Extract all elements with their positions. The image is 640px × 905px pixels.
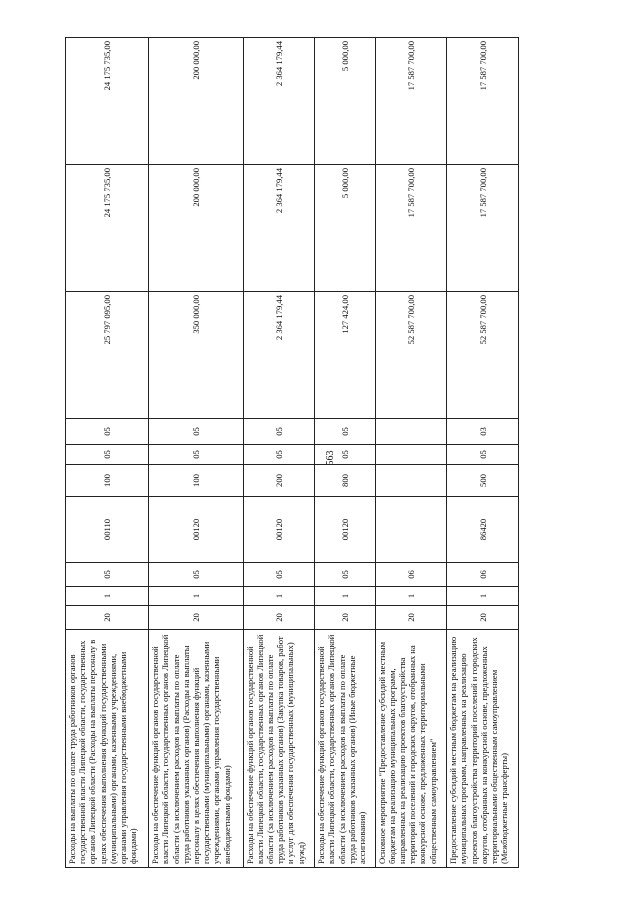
page-number: 563 bbox=[324, 450, 336, 466]
row-code-c2: 1 bbox=[315, 587, 375, 606]
row-code-c2: 1 bbox=[66, 587, 149, 606]
row-code-c6 bbox=[375, 445, 447, 465]
table-row bbox=[66, 38, 149, 868]
row-amount3: 24 175 735,00 bbox=[66, 38, 149, 165]
budget-table bbox=[65, 37, 519, 868]
table-row bbox=[149, 38, 243, 868]
row-code-c1: 20 bbox=[243, 606, 315, 630]
row-code-c6: 05 bbox=[315, 445, 375, 465]
row-code-c5: 100 bbox=[149, 465, 243, 497]
row-amount1: 2 364 179,44 bbox=[243, 292, 315, 419]
row-code-c2: 1 bbox=[243, 587, 315, 606]
row-code-c2: 1 bbox=[447, 587, 519, 606]
row-code-c5: 200 bbox=[243, 465, 315, 497]
row-amount1: 25 797 095,00 bbox=[66, 292, 149, 419]
row-code-c5: 100 bbox=[66, 465, 149, 497]
row-code-c3: 06 bbox=[375, 563, 447, 587]
row-description: Основное мероприятие "Предоставление субсидий местным бюджетам на реализацию муниципальных программ, направленных на реализацию проектов благоустройства территорий поселений и городских округов, отобранных на конкурсной основе, предложенных территориальными общественным самоуправлением" bbox=[375, 630, 447, 868]
row-description: Предоставление субсидий местным бюджетам на реализацию муниципальных программ, направленных на реализацию проектов благоустройства территорий поселений и городских округов, отобранных на конкурсной основе, предложенных территориальными общественным самоуправлением (Межбюджетные трансферты) bbox=[447, 630, 519, 868]
row-description: Расходы на выплаты по оплате труда работников органов государственной власти Липецкой области, государственных органов Липецкой области (Расходы на выплаты персоналу в целях обеспечения выполнения функций государственными (муниципальными) органами, казенными учреждениями, органами управления государственными внебюджетными фондами) bbox=[66, 630, 149, 868]
row-amount3: 200 000,00 bbox=[149, 38, 243, 165]
row-code-c5 bbox=[375, 465, 447, 497]
row-code-c3: 05 bbox=[243, 563, 315, 587]
row-amount2: 5 000,00 bbox=[315, 165, 375, 292]
row-code-c3: 05 bbox=[315, 563, 375, 587]
row-code-c2: 1 bbox=[375, 587, 447, 606]
row-code-c7 bbox=[375, 419, 447, 445]
row-code-c1: 20 bbox=[375, 606, 447, 630]
row-code-c4 bbox=[375, 497, 447, 563]
row-amount2: 200 000,00 bbox=[149, 165, 243, 292]
row-code-c3: 05 bbox=[149, 563, 243, 587]
row-amount3: 17 587 700,00 bbox=[447, 38, 519, 165]
row-code-c1: 20 bbox=[66, 606, 149, 630]
row-code-c6: 05 bbox=[243, 445, 315, 465]
row-code-c3: 05 bbox=[66, 563, 149, 587]
budget-table-wrapper bbox=[65, 38, 519, 868]
row-description: Расходы на обеспечение функций органов государственной власти Липецкой области, государственных органов Липецкой области (за исключением расходов на выплаты по оплате труда работников указанных органов) (Закупка товаров, работ и услуг для обеспечения государственных (муниципальных) нужд) bbox=[243, 630, 315, 868]
table-row bbox=[243, 38, 315, 868]
row-amount2: 17 587 700,00 bbox=[447, 165, 519, 292]
row-code-c7: 05 bbox=[315, 419, 375, 445]
row-code-c4: 00120 bbox=[243, 497, 315, 563]
row-amount1: 350 000,00 bbox=[149, 292, 243, 419]
row-code-c7: 03 bbox=[447, 419, 519, 445]
row-description: Расходы на обеспечение функций органов государственной власти Липецкой области, государственных органов Липецкой области (за исключением расходов на выплаты по оплате труда работников указанных органов) (Иные бюджетные ассигнования) bbox=[315, 630, 375, 868]
row-code-c4: 00120 bbox=[149, 497, 243, 563]
row-code-c1: 20 bbox=[149, 606, 243, 630]
table-row bbox=[375, 38, 447, 868]
row-code-c4: 86420 bbox=[447, 497, 519, 563]
row-amount3: 2 364 179,44 bbox=[243, 38, 315, 165]
row-code-c5: 500 bbox=[447, 465, 519, 497]
table-row bbox=[315, 38, 375, 868]
row-amount2: 24 175 735,00 bbox=[66, 165, 149, 292]
row-amount1: 52 587 700,00 bbox=[447, 292, 519, 419]
row-code-c7: 05 bbox=[149, 419, 243, 445]
row-code-c6: 05 bbox=[447, 445, 519, 465]
row-code-c7: 05 bbox=[243, 419, 315, 445]
row-amount1: 127 424,00 bbox=[315, 292, 375, 419]
row-amount3: 5 000,00 bbox=[315, 38, 375, 165]
row-code-c4: 00120 bbox=[315, 497, 375, 563]
row-amount1: 52 587 700,00 bbox=[375, 292, 447, 419]
row-amount3: 17 587 700,00 bbox=[375, 38, 447, 165]
row-amount2: 17 587 700,00 bbox=[375, 165, 447, 292]
row-amount2: 2 364 179,44 bbox=[243, 165, 315, 292]
table-row bbox=[447, 38, 519, 868]
row-code-c7: 05 bbox=[66, 419, 149, 445]
row-code-c6: 05 bbox=[66, 445, 149, 465]
row-code-c2: 1 bbox=[149, 587, 243, 606]
row-code-c3: 06 bbox=[447, 563, 519, 587]
row-code-c6: 05 bbox=[149, 445, 243, 465]
row-code-c5: 800 bbox=[315, 465, 375, 497]
row-code-c1: 20 bbox=[447, 606, 519, 630]
row-description: Расходы на обеспечение функций органов государственной власти Липецкой области, государственных органов Липецкой области (за исключением расходов на выплаты по оплате труда работников указанных органов) (Расходы на выплаты персоналу в целях обеспечения выполнения функций государственными (муниципальными) органами, казенными учреждениями, органами управления государственными внебюджетными фондами) bbox=[149, 630, 243, 868]
row-code-c4: 00110 bbox=[66, 497, 149, 563]
table-body bbox=[66, 38, 519, 868]
row-code-c1: 20 bbox=[315, 606, 375, 630]
